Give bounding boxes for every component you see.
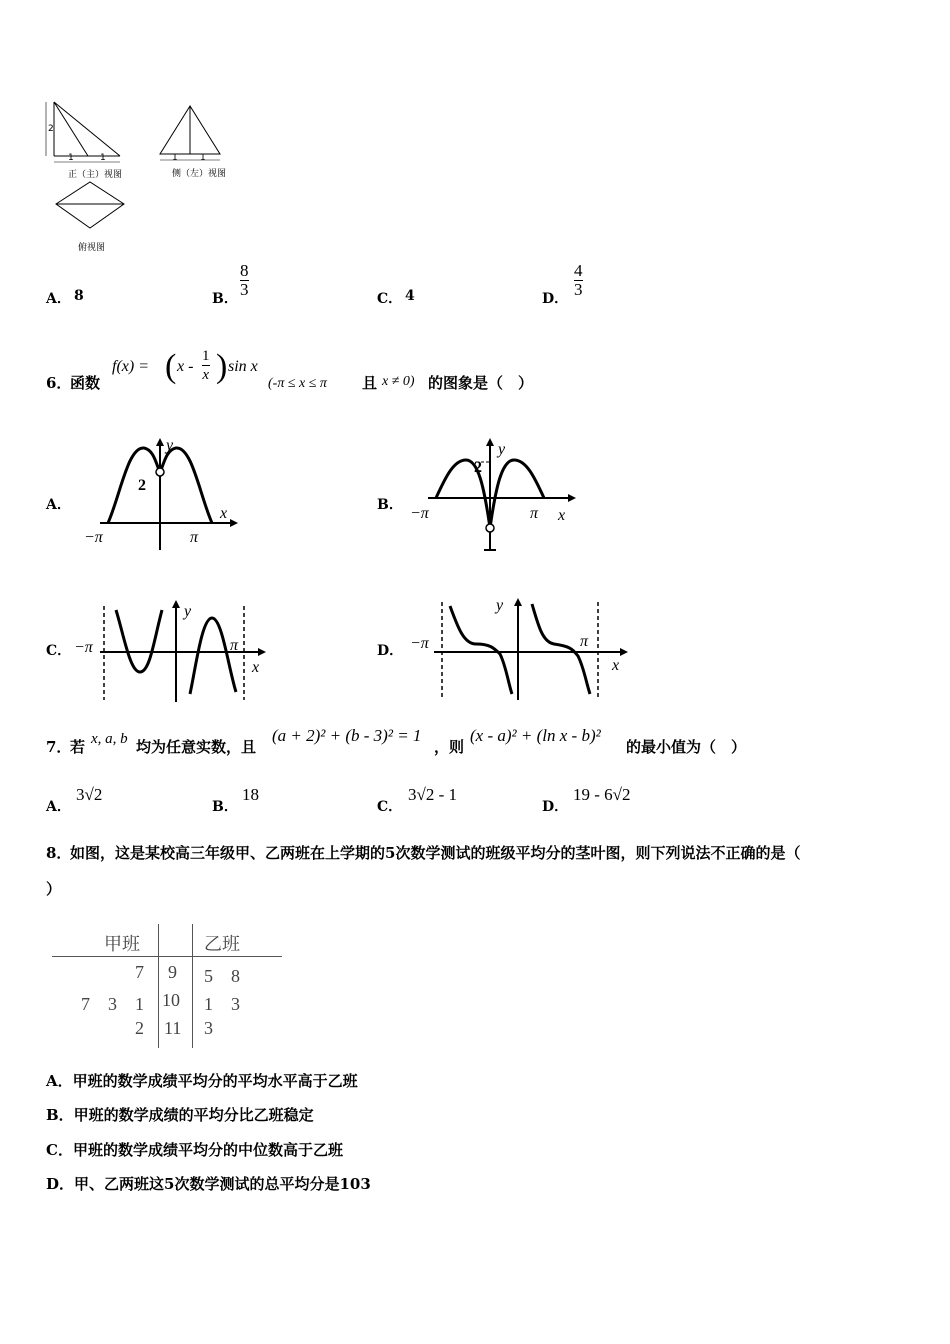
q6-c-y-label: y — [184, 603, 192, 620]
q6-a-x-label: x — [220, 505, 228, 522]
stem-leaf-header-right: 乙班 — [204, 934, 240, 955]
q6-d-negpi-label: −π — [410, 635, 429, 652]
stem-leaf-plot — [52, 924, 284, 1048]
q6-graph-c — [72, 596, 272, 706]
q6-domain: (-π ≤ x ≤ π — [268, 376, 327, 391]
q7-cond: (a + 2)² + (b - 3)² = 1 — [272, 726, 422, 745]
q8-text-line2: ） — [46, 880, 62, 898]
q5-option-b-num: 8 — [240, 261, 249, 280]
q6-option-a-letter[interactable]: A． — [46, 497, 71, 513]
q6-d-pi-label: π — [580, 633, 589, 650]
q7-expr: (x - a)² + (ln x - b)² — [470, 726, 601, 745]
stem-leaf-row-2-right: 3 — [204, 1018, 213, 1038]
side-view-drawing — [156, 98, 226, 168]
front-view-drawing — [40, 98, 130, 178]
q6-a-y-label: y — [166, 437, 174, 454]
q6-paren-open: ( — [165, 348, 177, 385]
q6-a-pi-label: π — [190, 529, 199, 546]
q7-then: ，则 — [434, 738, 465, 756]
q5-option-d-den: 3 — [574, 280, 583, 299]
q6-domain-and: 且 — [362, 374, 378, 392]
q8-number: 8． — [46, 844, 72, 862]
q8-option-a[interactable]: A．甲班的数学成绩平均分的平均水平高于乙班 — [46, 1072, 358, 1090]
top-view-label: 俯视图 — [78, 243, 106, 253]
q5-option-c-value: 4 — [405, 288, 415, 304]
q7-number: 7． — [46, 738, 72, 756]
q6-frac-den: x — [202, 367, 210, 383]
q6-frac-num: 1 — [202, 348, 210, 364]
stem-leaf-row-2-stem: 11 — [164, 1018, 182, 1038]
stem-leaf-row-0-stem: 9 — [168, 962, 177, 982]
front-view-dim-1a: 1 — [68, 153, 74, 163]
q6-b-two-label: 2 — [474, 459, 482, 476]
q6-option-d-letter[interactable]: D． — [377, 643, 404, 659]
q7-option-c-value: 3√2 - 1 — [408, 785, 457, 804]
q5-option-d-letter[interactable]: D． — [542, 291, 569, 307]
q6-graph-d — [404, 594, 634, 704]
q7-option-b-value: 18 — [242, 785, 259, 804]
q6-func-lhs: f(x) = — [112, 358, 149, 375]
q6-b-y-label: y — [498, 441, 506, 458]
q7-vars: x, a, b — [91, 731, 128, 747]
q6-graph-a — [80, 436, 240, 556]
q6-c-x-label: x — [252, 659, 260, 676]
q6-func-tail: sin x — [228, 358, 258, 375]
q5-option-a-value: 8 — [74, 288, 84, 304]
q5-option-b-fraction — [240, 262, 249, 299]
q6-domain-tail: x ≠ 0) — [382, 374, 415, 389]
q7-ask: 的最小值为（ ） — [626, 738, 747, 756]
stem-leaf-row-1-right: 1 3 — [204, 994, 240, 1014]
q7-option-d-letter[interactable]: D． — [542, 799, 569, 815]
stem-leaf-row-0-left: 7 — [135, 962, 144, 982]
stem-leaf-header-left: 甲班 — [104, 934, 140, 955]
q6-option-b-letter[interactable]: B． — [377, 497, 403, 513]
q6-lead: 函数 — [70, 374, 101, 392]
q7-option-d-value: 19 - 6√2 — [573, 785, 631, 804]
front-view-dim-1b: 1 — [100, 153, 106, 163]
q6-c-negpi-label: −π — [74, 639, 93, 656]
q7-option-b-letter[interactable]: B． — [212, 799, 238, 815]
stem-leaf-vline-right — [192, 924, 193, 1048]
q6-number: 6． — [46, 374, 72, 392]
stem-leaf-row-1-stem: 10 — [162, 990, 180, 1010]
q6-fraction — [202, 347, 210, 384]
q6-ask: 的图象是（ ） — [428, 374, 534, 392]
stem-leaf-row-0-right: 5 8 — [204, 966, 240, 986]
q7-lead: 若 — [70, 738, 86, 756]
q8-option-b[interactable]: B．甲班的数学成绩的平均分比乙班稳定 — [46, 1106, 314, 1124]
top-view-drawing — [52, 180, 128, 236]
q5-option-b-letter[interactable]: B． — [212, 291, 238, 307]
q6-c-pi-label: π — [230, 637, 239, 654]
q6-option-c-letter[interactable]: C． — [46, 643, 72, 659]
q6-func-inner: x - — [177, 358, 194, 375]
q6-a-two-label: 2 — [138, 477, 146, 494]
q7-option-a-letter[interactable]: A． — [46, 799, 71, 815]
q5-option-a-letter[interactable]: A． — [46, 291, 71, 307]
side-view-label: 侧（左）视图 — [172, 169, 227, 179]
q6-d-x-label: x — [612, 657, 620, 674]
q8-text-line1: 如图，这是某校高三年级甲、乙两班在上学期的5次数学测试的班级平均分的茎叶图，则下列说法不正确的是（ — [70, 844, 801, 862]
side-view-dim-1a: 1 — [172, 153, 178, 163]
stem-leaf-row-1-left: 7 3 1 — [81, 994, 144, 1014]
front-view-dim-2: 2 — [48, 124, 54, 134]
stem-leaf-row-2-left: 2 — [135, 1018, 144, 1038]
q5-option-d-fraction — [574, 262, 583, 299]
q6-graph-b — [408, 436, 578, 556]
q6-b-x-label: x — [558, 507, 566, 524]
q6-b-pi-label: π — [530, 505, 539, 522]
q5-option-b-den: 3 — [240, 280, 249, 299]
q7-option-c-letter[interactable]: C． — [377, 799, 403, 815]
q6-paren-close: ) — [216, 348, 228, 385]
side-view-dim-1b: 1 — [200, 153, 206, 163]
q6-a-negpi-label: −π — [84, 529, 103, 546]
q6-d-y-label: y — [496, 597, 504, 614]
q5-option-d-num: 4 — [574, 261, 583, 280]
q7-mid: 均为任意实数，且 — [136, 738, 257, 756]
q7-option-a-value: 3√2 — [76, 785, 103, 804]
q8-option-d[interactable]: D．甲、乙两班这5次数学测试的总平均分是103 — [46, 1175, 371, 1193]
q8-option-c[interactable]: C．甲班的数学成绩平均分的中位数高于乙班 — [46, 1141, 343, 1159]
stem-leaf-vline-left — [158, 924, 159, 1048]
stem-leaf-hline — [52, 956, 282, 957]
q5-option-c-letter[interactable]: C． — [377, 291, 403, 307]
q6-b-negpi-label: −π — [410, 505, 429, 522]
front-view-label: 正（主）视图 — [68, 170, 123, 180]
